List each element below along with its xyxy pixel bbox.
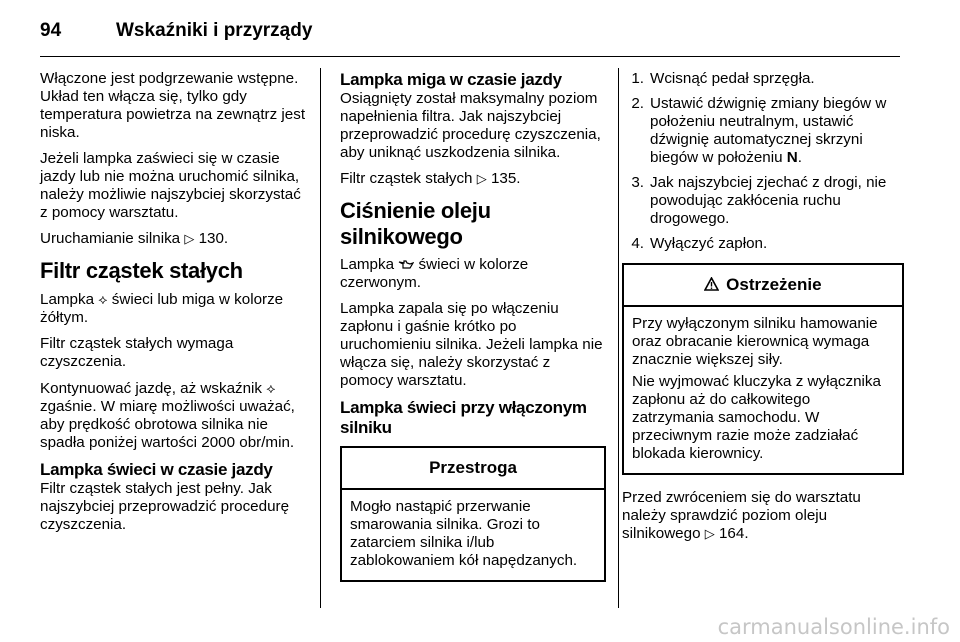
step-text: Jak najszybciej zjechać z drogi, nie powodując zakłócenia ruchu drogowego. xyxy=(650,174,887,227)
paragraph xyxy=(40,230,306,248)
paragraph xyxy=(40,379,306,452)
list-item xyxy=(622,95,904,167)
subsection-title: Lampka miga w czasie jazdy xyxy=(340,70,562,89)
paragraph xyxy=(40,290,306,327)
subsection-title: Lampka świeci w czasie jazdy xyxy=(40,460,273,479)
caution-box xyxy=(340,446,606,582)
warning-title: Ostrzeżenie xyxy=(726,275,822,294)
page-reference: 130. xyxy=(198,230,229,247)
page-number: 94 xyxy=(40,20,62,41)
paragraph: Filtr cząstek stałych wymaga czyszczenia. xyxy=(40,335,234,370)
caution-text: Mogło nastąpić przerwanie smarowania silnika. Grozi to zatarciem silnika i/lub zablokowaniem kół napędzanych. xyxy=(350,498,578,569)
text: świeci lub miga w kolorze żółtym. xyxy=(40,291,284,326)
warning-text: Przy wyłączonym silniku hamowanie oraz obracanie kierownicą wymaga znacznie większej siły. xyxy=(632,315,878,368)
text: . xyxy=(797,149,802,166)
step-number: 2. xyxy=(631,95,644,112)
column-left xyxy=(40,70,306,542)
section-title: Filtr cząstek stałych xyxy=(40,258,243,283)
list-item xyxy=(622,174,904,228)
paragraph xyxy=(622,489,904,543)
subsection-title: Lampka świeci przy włączonym silniku xyxy=(340,398,587,437)
reference-text: Filtr cząstek stałych xyxy=(340,170,473,187)
step-number: 4. xyxy=(631,235,644,252)
paragraph: Osiągnięty został maksymalny poziom napełnienia filtra. Jak najszybciej przeprowadzić procedurę czyszczenia, aby uniknąć uszkodzenia silnika. xyxy=(340,90,601,161)
warning-text: Nie wyjmować kluczyka z wyłącznika zapłonu aż do całkowitego zatrzymania samochodu. W przeciwnym razie może zadziałać blokada kierownicy. xyxy=(632,373,881,462)
reference-text: Uruchamianie silnika xyxy=(40,230,181,247)
list-item xyxy=(622,235,904,253)
step-text: Wcisnąć pedał sprzęgła. xyxy=(650,70,815,87)
diesel-particle-filter-icon: ⟡ xyxy=(266,380,276,396)
chapter-title: Wskaźniki i przyrządy xyxy=(116,20,313,41)
reference-text: Przed zwróceniem się do warsztatu należy sprawdzić poziom oleju silnikowego xyxy=(622,489,861,542)
step-number: 3. xyxy=(631,174,644,191)
caution-title: Przestroga xyxy=(342,448,604,490)
paragraph: Jeżeli lampka zaświeci się w czasie jazdy lub nie można uruchomić silnika, należy możliwie najszybciej skorzystać z pomocy warsztatu. xyxy=(40,150,301,221)
text: Lampka xyxy=(40,291,95,308)
oil-can-icon xyxy=(398,256,418,273)
paragraph: Filtr cząstek stałych jest pełny. Jak najszybciej przeprowadzić procedurę czyszczenia. xyxy=(40,480,290,533)
text: zgaśnie. W miarę możliwości uważać, aby prędkość obrotowa silnika nie spadła poniżej wartości 2000 obr/min. xyxy=(40,398,295,451)
section-title: Ciśnienie oleju silnikowego xyxy=(340,198,491,249)
paragraph xyxy=(340,170,606,188)
step-text xyxy=(650,95,904,167)
reference-arrow-icon: ▷ xyxy=(476,171,487,186)
warning-triangle-icon xyxy=(704,275,726,294)
page-reference: 164. xyxy=(718,525,749,542)
step-text: Wyłączyć zapłon. xyxy=(650,235,768,252)
paragraph: Włączone jest podgrzewanie wstępne. Układ ten włącza się, tylko gdy temperatura powietrza na zewnątrz jest niska. xyxy=(40,70,306,141)
paragraph: Lampka zapala się po włączeniu zapłonu i gaśnie krótko po uruchomieniu silnika. Jeżeli lampka nie włącza się, należy skorzystać z pomocy warsztatu. xyxy=(340,300,603,389)
header-rule xyxy=(40,56,900,57)
column-right xyxy=(622,70,904,551)
column-divider xyxy=(618,68,619,608)
warning-box xyxy=(622,263,904,475)
watermark: carmanualsonline.info xyxy=(717,615,950,639)
text: Ustawić dźwignię zmiany biegów w położeniu neutralnym, ustawić dźwignię automatycznej skrzyni biegów w położeniu xyxy=(650,95,887,166)
gear-position: N xyxy=(786,149,798,166)
list-item xyxy=(622,70,904,88)
reference-arrow-icon: ▷ xyxy=(704,526,715,541)
column-middle xyxy=(340,70,606,582)
warning-header xyxy=(624,265,902,307)
page-reference: 135. xyxy=(490,170,521,187)
reference-arrow-icon: ▷ xyxy=(184,231,195,246)
text: Kontynuować jazdę, aż wskaźnik xyxy=(40,380,263,397)
step-number: 1. xyxy=(631,70,644,87)
paragraph xyxy=(340,256,606,292)
text: Lampka xyxy=(340,256,395,273)
column-divider xyxy=(320,68,321,608)
text: świeci w kolorze czerwonym. xyxy=(340,256,529,291)
steps-list xyxy=(622,70,904,253)
diesel-particle-filter-icon: ⟡ xyxy=(98,291,108,307)
